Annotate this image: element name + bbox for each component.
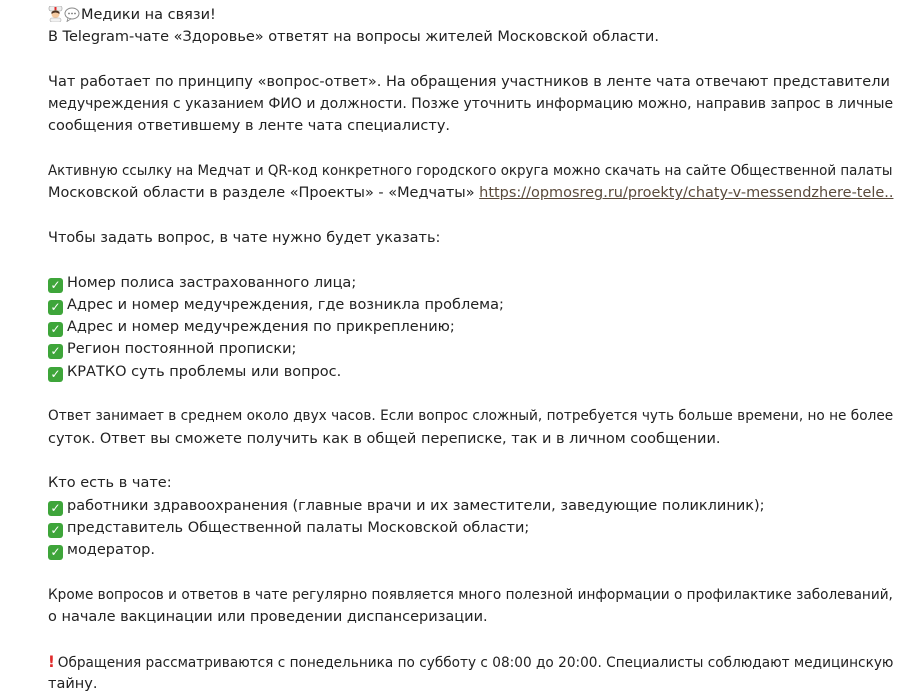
paragraph-line: Кроме вопросов и ответов в чате регулярно появляется много полезной информации о профилактике заболеваний, [48, 586, 893, 603]
ask-heading: Чтобы задать вопрос, в чате нужно будет указать: [48, 229, 441, 246]
check-mark-icon: ✓ [48, 367, 63, 382]
list-item [48, 495, 893, 517]
check-mark-icon: ✓ [48, 278, 63, 293]
list-item-text: КРАТКО суть проблемы или вопрос. [67, 363, 342, 380]
paragraph-line: медучреждения с указанием ФИО и должности. Позже уточнить информацию можно, направив запрос в личные [48, 96, 894, 113]
paragraph-line: Чат работает по принципу «вопрос-ответ». На обращения участников в ленте чата отвечают представители [48, 73, 890, 90]
notice-line [48, 651, 894, 673]
list-item [48, 338, 893, 360]
intro-text: В Telegram-чате «Здоровье» ответят на вопросы жителей Московской области. [48, 29, 659, 46]
check-mark-icon: ✓ [48, 322, 63, 337]
list-item-text: работники здравоохранения (главные врачи и их заместители, заведующие поликлиник); [67, 497, 765, 514]
paragraph-line: о начале вакцинации или проведении диспансеризации. [48, 609, 488, 626]
check-mark-icon: ✓ [48, 523, 63, 538]
paragraph-line: Активную ссылку на Медчат и QR-код конкретного городского округа можно скачать на сайте Общественной палаты [48, 163, 893, 180]
check-mark-icon: ✓ [48, 344, 63, 359]
list-item [48, 316, 893, 338]
list-item [48, 361, 893, 383]
list-item-text: Номер полиса застрахованного лица; [67, 274, 357, 291]
list-item-text: Регион постоянной прописки; [67, 341, 297, 358]
paragraph-line [48, 182, 894, 204]
check-mark-icon: ✓ [48, 300, 63, 315]
list-item-text: Адрес и номер медучреждения по прикреплению; [67, 319, 455, 336]
list-item [48, 517, 893, 539]
check-mark-icon: ✓ [48, 545, 63, 560]
exclamation-icon: ! [48, 651, 55, 671]
notice-line: тайну. [48, 675, 98, 692]
paragraph-line: суток. Ответ вы сможете получить как в общей переписке, так и в личном сообщении. [48, 430, 721, 447]
link-prefix: Московской области в разделе «Проекты» - «Медчаты» [48, 185, 480, 202]
post-body [48, 4, 893, 695]
list-item-text: представитель Общественной палаты Московской области; [67, 519, 530, 536]
notice-text: Обращения рассматриваются с понедельника по субботу с 08:00 до 20:00. Специалисты соблюдают медицинскую [57, 654, 894, 671]
check-mark-icon: ✓ [48, 501, 63, 516]
title-text: Медики на связи! [81, 7, 216, 23]
list-item [48, 272, 893, 294]
list-item-text: модератор. [67, 542, 155, 559]
list-item-text: Адрес и номер медучреждения, где возникла проблема; [67, 296, 504, 313]
list-item [48, 539, 893, 561]
members-heading: Кто есть в чате: [48, 475, 172, 492]
opmosreg-link[interactable]: https://opmosreg.ru/proekty/chaty-v-messendzhere-tele.. [479, 185, 894, 202]
list-item [48, 294, 893, 316]
paragraph-line: Ответ занимает в среднем около двух часов. Если вопрос сложный, потребуется чуть больше времени, но не более [48, 408, 894, 425]
paragraph-line: сообщения ответившему в ленте чата специалисту. [48, 118, 451, 135]
post-title [48, 4, 893, 26]
